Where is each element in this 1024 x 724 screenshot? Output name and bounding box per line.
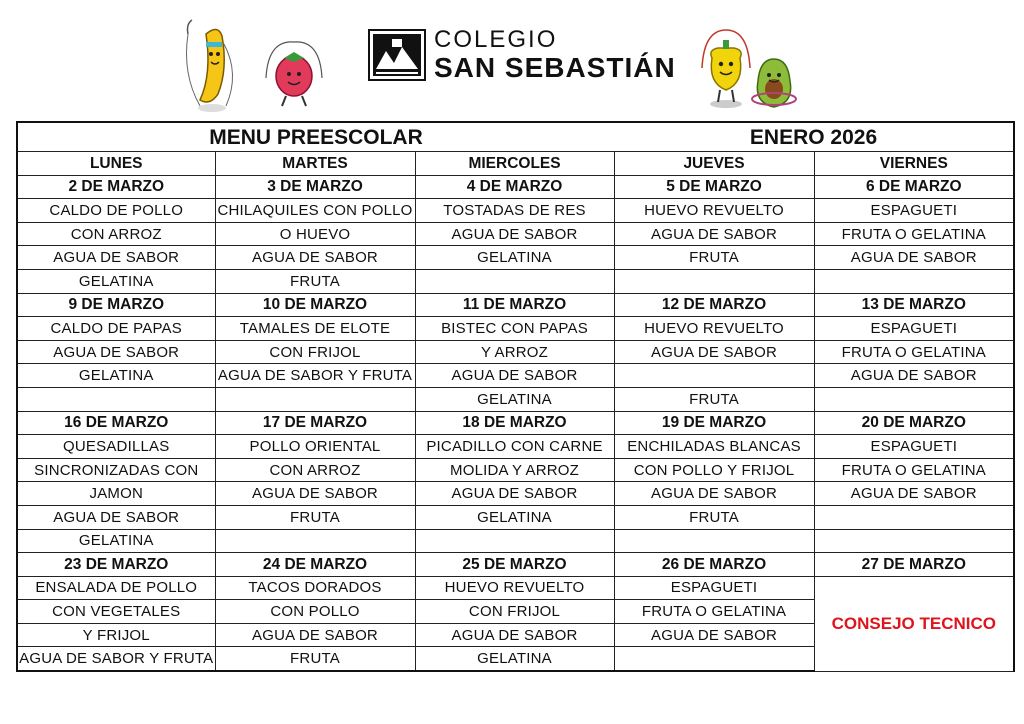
menu-item: GELATINA bbox=[415, 246, 614, 270]
menu-item: AGUA DE SABOR bbox=[614, 482, 814, 506]
table-row bbox=[17, 199, 1014, 223]
day-header: LUNES bbox=[17, 152, 215, 176]
menu-item: Y FRIJOL bbox=[17, 623, 215, 647]
date-cell: 26 DE MARZO bbox=[614, 553, 814, 577]
menu-item: ENSALADA DE POLLO bbox=[17, 576, 215, 600]
date-cell: 12 DE MARZO bbox=[614, 293, 814, 317]
menu-item: AGUA DE SABOR bbox=[415, 222, 614, 246]
menu-item bbox=[614, 647, 814, 671]
menu-item: CALDO DE PAPAS bbox=[17, 317, 215, 341]
school-name-line2: SAN SEBASTIÁN bbox=[434, 52, 676, 83]
menu-item: FRUTA O GELATINA bbox=[814, 458, 1014, 482]
menu-item: JAMON bbox=[17, 482, 215, 506]
menu-item: FRUTA O GELATINA bbox=[614, 600, 814, 624]
menu-item: POLLO ORIENTAL bbox=[215, 435, 415, 459]
menu-item: AGUA DE SABOR bbox=[215, 623, 415, 647]
menu-item: O HUEVO bbox=[215, 222, 415, 246]
menu-item: AGUA DE SABOR bbox=[215, 246, 415, 270]
day-header-row bbox=[17, 152, 1014, 176]
menu-item bbox=[17, 387, 215, 411]
title-row bbox=[17, 122, 1014, 152]
menu-item: GELATINA bbox=[415, 387, 614, 411]
menu-item bbox=[814, 387, 1014, 411]
menu-item bbox=[614, 529, 814, 553]
date-cell: 17 DE MARZO bbox=[215, 411, 415, 435]
menu-item: AGUA DE SABOR Y FRUTA bbox=[215, 364, 415, 388]
menu-item: ESPAGUETI bbox=[614, 576, 814, 600]
menu-item: AGUA DE SABOR bbox=[814, 482, 1014, 506]
date-cell: 20 DE MARZO bbox=[814, 411, 1014, 435]
menu-item: AGUA DE SABOR bbox=[814, 246, 1014, 270]
menu-item: AGUA DE SABOR bbox=[17, 505, 215, 529]
menu-item: CON POLLO Y FRIJOL bbox=[614, 458, 814, 482]
school-emblem-icon bbox=[368, 29, 426, 81]
menu-item: FRUTA bbox=[614, 505, 814, 529]
menu-item: QUESADILLAS bbox=[17, 435, 215, 459]
menu-item: GELATINA bbox=[17, 529, 215, 553]
menu-item: AGUA DE SABOR bbox=[814, 364, 1014, 388]
menu-item bbox=[215, 529, 415, 553]
day-header: MARTES bbox=[215, 152, 415, 176]
menu-item: CON ARROZ bbox=[215, 458, 415, 482]
menu-item: SINCRONIZADAS CON bbox=[17, 458, 215, 482]
raspberry-mascot-icon bbox=[258, 38, 330, 110]
menu-item bbox=[814, 505, 1014, 529]
menu-item: MOLIDA Y ARROZ bbox=[415, 458, 614, 482]
date-cell: 19 DE MARZO bbox=[614, 411, 814, 435]
menu-item: HUEVO REVUELTO bbox=[614, 317, 814, 341]
menu-item: FRUTA O GELATINA bbox=[814, 222, 1014, 246]
menu-item: AGUA DE SABOR bbox=[415, 482, 614, 506]
menu-item: ESPAGUETI bbox=[814, 435, 1014, 459]
date-cell: 25 DE MARZO bbox=[415, 553, 614, 577]
menu-item: GELATINA bbox=[415, 647, 614, 671]
menu-item: ESPAGUETI bbox=[814, 317, 1014, 341]
pepper-mascot-icon bbox=[698, 28, 754, 110]
date-cell: 16 DE MARZO bbox=[17, 411, 215, 435]
date-cell: 13 DE MARZO bbox=[814, 293, 1014, 317]
menu-item: AGUA DE SABOR bbox=[17, 246, 215, 270]
menu-item: CON FRIJOL bbox=[215, 340, 415, 364]
table-row bbox=[17, 529, 1014, 553]
table-row bbox=[17, 269, 1014, 293]
date-cell: 24 DE MARZO bbox=[215, 553, 415, 577]
date-cell: 27 DE MARZO bbox=[814, 553, 1014, 577]
table-row bbox=[17, 458, 1014, 482]
date-cell: 2 DE MARZO bbox=[17, 175, 215, 199]
table-row bbox=[17, 435, 1014, 459]
menu-table bbox=[16, 121, 1015, 672]
table-row bbox=[17, 222, 1014, 246]
menu-item: FRUTA bbox=[614, 246, 814, 270]
menu-item bbox=[415, 269, 614, 293]
menu-month: ENERO 2026 bbox=[614, 122, 1014, 152]
menu-item: FRUTA bbox=[215, 269, 415, 293]
date-cell: 4 DE MARZO bbox=[415, 175, 614, 199]
menu-item bbox=[614, 364, 814, 388]
menu-item: AGUA DE SABOR bbox=[17, 340, 215, 364]
page-header bbox=[0, 0, 1024, 118]
date-row bbox=[17, 411, 1014, 435]
day-header: JUEVES bbox=[614, 152, 814, 176]
date-cell: 18 DE MARZO bbox=[415, 411, 614, 435]
menu-item: HUEVO REVUELTO bbox=[415, 576, 614, 600]
school-name-line1: COLEGIO bbox=[434, 26, 558, 53]
date-cell: 23 DE MARZO bbox=[17, 553, 215, 577]
menu-item: Y ARROZ bbox=[415, 340, 614, 364]
date-cell: 10 DE MARZO bbox=[215, 293, 415, 317]
menu-item: AGUA DE SABOR Y FRUTA bbox=[17, 647, 215, 671]
date-cell: 3 DE MARZO bbox=[215, 175, 415, 199]
menu-item bbox=[415, 529, 614, 553]
menu-item: CON FRIJOL bbox=[415, 600, 614, 624]
menu-item: CALDO DE POLLO bbox=[17, 199, 215, 223]
table-row bbox=[17, 317, 1014, 341]
menu-item: TACOS DORADOS bbox=[215, 576, 415, 600]
menu-item: AGUA DE SABOR bbox=[415, 623, 614, 647]
avocado-mascot-icon bbox=[748, 55, 800, 113]
date-row bbox=[17, 553, 1014, 577]
table-row bbox=[17, 576, 1014, 600]
table-row bbox=[17, 387, 1014, 411]
menu-item bbox=[215, 387, 415, 411]
day-header: MIERCOLES bbox=[415, 152, 614, 176]
menu-item: PICADILLO CON CARNE bbox=[415, 435, 614, 459]
menu-item: AGUA DE SABOR bbox=[614, 623, 814, 647]
school-logo bbox=[368, 28, 676, 82]
date-cell: 9 DE MARZO bbox=[17, 293, 215, 317]
menu-item: TOSTADAS DE RES bbox=[415, 199, 614, 223]
menu-item: GELATINA bbox=[17, 269, 215, 293]
friday-notice: CONSEJO TECNICO bbox=[814, 576, 1014, 671]
menu-item: ESPAGUETI bbox=[814, 199, 1014, 223]
day-header: VIERNES bbox=[814, 152, 1014, 176]
table-row bbox=[17, 340, 1014, 364]
date-cell: 6 DE MARZO bbox=[814, 175, 1014, 199]
menu-item: GELATINA bbox=[415, 505, 614, 529]
menu-item: HUEVO REVUELTO bbox=[614, 199, 814, 223]
date-row bbox=[17, 175, 1014, 199]
menu-item: ENCHILADAS BLANCAS bbox=[614, 435, 814, 459]
menu-item bbox=[814, 269, 1014, 293]
table-row bbox=[17, 505, 1014, 529]
menu-title: MENU PREESCOLAR bbox=[17, 122, 614, 152]
banana-mascot-icon bbox=[178, 14, 248, 114]
menu-item: FRUTA bbox=[215, 505, 415, 529]
menu-item: GELATINA bbox=[17, 364, 215, 388]
table-row bbox=[17, 482, 1014, 506]
menu-item: TAMALES DE ELOTE bbox=[215, 317, 415, 341]
menu-item: CON ARROZ bbox=[17, 222, 215, 246]
menu-item: FRUTA bbox=[614, 387, 814, 411]
menu-item: BISTEC CON PAPAS bbox=[415, 317, 614, 341]
menu-item: CON POLLO bbox=[215, 600, 415, 624]
table-row bbox=[17, 246, 1014, 270]
date-cell: 11 DE MARZO bbox=[415, 293, 614, 317]
menu-item: FRUTA O GELATINA bbox=[814, 340, 1014, 364]
menu-item: AGUA DE SABOR bbox=[415, 364, 614, 388]
date-cell: 5 DE MARZO bbox=[614, 175, 814, 199]
menu-item bbox=[814, 529, 1014, 553]
menu-item: FRUTA bbox=[215, 647, 415, 671]
menu-item: CON VEGETALES bbox=[17, 600, 215, 624]
menu-item: AGUA DE SABOR bbox=[614, 340, 814, 364]
table-row bbox=[17, 364, 1014, 388]
menu-item: AGUA DE SABOR bbox=[614, 222, 814, 246]
date-row bbox=[17, 293, 1014, 317]
menu-item: CHILAQUILES CON POLLO bbox=[215, 199, 415, 223]
menu-item: AGUA DE SABOR bbox=[215, 482, 415, 506]
menu-item bbox=[614, 269, 814, 293]
